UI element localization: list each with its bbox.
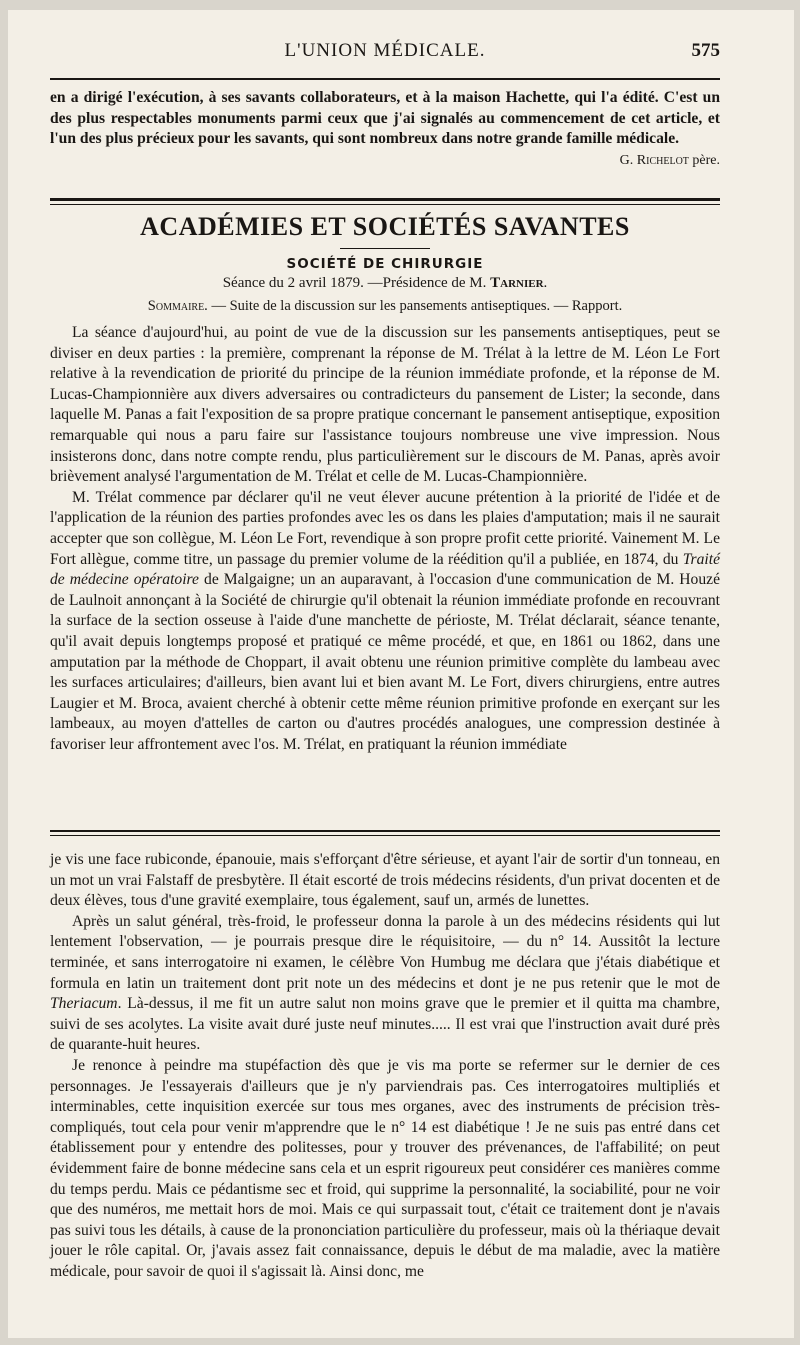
seance-text: Séance du 2 avril 1879. —Présidence de M. — [222, 275, 491, 291]
signature — [50, 153, 720, 169]
section-heading-block — [50, 212, 720, 755]
article-paragraph-1: La séance d'aujourd'hui, au point de vue de la discussion sur les pansements antiseptiques, peut se diviser en deux parties : la première, comprenant la réponse de M. Trélat à la lettre de M. Léon Le Fort relative à la revendication de priorité du principe de la réunion immédiate profonde, et la réponse de M. Lucas-Championnière aux divers adversaires ou contradicteurs du pansement de Lister; la seconde, dans laquelle M. Panas a fait l'exposition de sa propre pratique concernant le pansement antiseptique, exposition remarquable qui nous a paru faire sur l'assistance toujours nombreuse une vive impression. Nous insisterons donc, dans notre compte rendu, plus particulièrement sur le discours de M. Panas, après avoir brièvement analysé l'argumentation de M. Trélat et celle de M. Lucas-Championnière. — [50, 324, 720, 486]
society-name: SOCIÉTÉ DE CHIRURGIE — [286, 256, 484, 272]
signature-name: Richelot — [636, 152, 689, 168]
signature-suffix: père. — [688, 152, 720, 168]
header-rule — [50, 78, 720, 80]
theriacum-word: Theriacum — [50, 995, 118, 1013]
seance-end: . — [543, 275, 548, 291]
article-paragraph-2-part-b: de Malgaigne; un an auparavant, à l'occasion d'une communication de M. Houzé de Laulnoit annonçant à la Société de chirurgie qu'il obtenait la réunion immédiate profonde en recouvrant la surface de la section osseuse à l'aide d'une manchette de périoste, M. Trélat déclarait, séance tenante, qu'il avait depuis longtemps proposé et pratiqué ce même procédé, et que, en 1861 ou 1862, dans une amputation par la méthode de Choppart, il avait obtenu une réunion primitive complète du lambeau avec les surfaces articulaires; d'ailleurs, bien avant lui et bien avant M. Le Fort, divers chirurgiens, entre autres Laugier et M. Broca, avaient cherché à obtenir cette même réunion primitive profonde en exerçant sur les lambeaux, au moyen d'attelles de carton ou d'autres procédés analogues, une compression destinée à favoriser leur affrontement avec l'os. M. Trélat, en pratiquant la réunion immédiate — [50, 571, 720, 753]
feuilleton-block — [50, 850, 720, 1282]
feuilleton-paragraph-1: je vis une face rubiconde, épanouie, mais s'efforçant d'être sérieuse, et ayant l'air de sortir d'un tonneau, en un mot un vrai Falstaff de presbytère. Il était escorté de trois médecins résidents, d'un privat docenten et de deux élèves, tous d'une gravité exemplaire, tous également, sauf un, armés de lunettes. — [50, 851, 720, 910]
seance-line — [50, 275, 720, 292]
article-paragraph-2 — [50, 488, 720, 756]
page-number: 575 — [691, 40, 720, 61]
sommaire-text: — Suite de la discussion sur les pansements antiseptiques. — Rapport. — [207, 298, 623, 314]
feuilleton-paragraph-2 — [50, 912, 720, 1056]
feuilleton-rule-top — [50, 830, 720, 832]
running-header — [50, 40, 720, 70]
sommaire-label: Sommaire. — [147, 298, 208, 314]
book-title: Traité de médecine opératoire — [50, 550, 720, 589]
section-title: ACADÉMIES ET SOCIÉTÉS SAVANTES — [140, 212, 630, 241]
feuilleton-rule-thin — [50, 835, 720, 836]
section-rule-top-thin — [50, 204, 720, 205]
signature-initial: G. — [619, 152, 637, 168]
intro-block — [50, 88, 720, 169]
intro-paragraph: en a dirigé l'exécution, à ses savants collaborateurs, et à la maison Hachette, qui l'a édité. C'est un des plus respectables monuments parmi ceux que j'ai signalés au commencement de cet article, et l'un des plus précieux pour les savants, qui sont nombreux dans notre grande famille médicale. — [50, 89, 720, 148]
feuilleton-paragraph-2-part-b: . Là-dessus, il me fit un autre salut non moins grave que le premier et il quitta ma chambre, suivi de ses acolytes. La visite avait duré juste neuf minutes..... Il est vrai que l'instruction avait duré près de quarante-huit heures. — [50, 995, 720, 1054]
article-paragraph-2-part-a: M. Trélat commence par déclarer qu'il ne veut élever aucune prétention à la priorité de l'idée et de l'application de la réunion des parties profondes avec les os dans les plaies d'amputation; mais il ne saurait accepter que son collègue, M. Léon Le Fort, revendique à son propre profit cette priorité. Vainement M. Le Fort allègue, comme titre, un passage du premier volume de la réédition qu'il a publiée, en 1874, du — [50, 488, 720, 568]
feuilleton-paragraph-2-part-a: Après un salut général, très-froid, le professeur donna la parole à un des médecins résidents qui lut lentement l'observation, — je pourrais presque dire le réquisitoire, — du n° 14. Aussitôt la lecture terminée, et sans interrogatoire ni examen, le célèbre Von Humbug me déclara que j'étais diabétique et formula en latin un traitement dont prit note un des médecins et dont je ne pus retenir que le mot de — [50, 912, 720, 992]
section-rule-top — [50, 198, 720, 201]
sommaire-line — [50, 298, 720, 315]
title-divider — [340, 248, 430, 249]
journal-title: L'UNION MÉDICALE. — [284, 40, 486, 61]
president-name: Tarnier — [490, 275, 544, 291]
feuilleton-paragraph-3: Je renonce à peindre ma stupéfaction dès que je vis ma porte se refermer sur le dernier de ces personnages. Je l'essayerais d'ailleurs que je n'y parviendrais pas. Ces interrogatoires multipliés et interminables, cette inquisition exercée sur tous mes organes, avec des instruments de précision très-compliqués, tout cela pour venir m'apprendre que le n° 14 est diabétique ! Je ne suis pas entré dans cet établissement pour y entendre des politesses, pour y trouver des prévenances, de l'affabilité; on peut évidemment faire de bonne médecine sans cela et un esprit rigoureux peut considérer ces manières comme du temps perdu. Mais ce pédantisme sec et froid, qui supprime la personnalité, la sociabilité, pour ne voir que des numéros, me mettait hors de moi. Mais ce qui surpassait tout, c'était ce traitement dont je n'avais pas suivi tous les détails, à cause de la prononciation particulière du professeur, mais où la thériaque devait jouer le rôle capital. Or, j'avais assez fait connaissance, depuis le début de ma maladie, avec la matière médicale, pour savoir de quoi il s'agissait là. Ainsi donc, me — [50, 1056, 720, 1280]
